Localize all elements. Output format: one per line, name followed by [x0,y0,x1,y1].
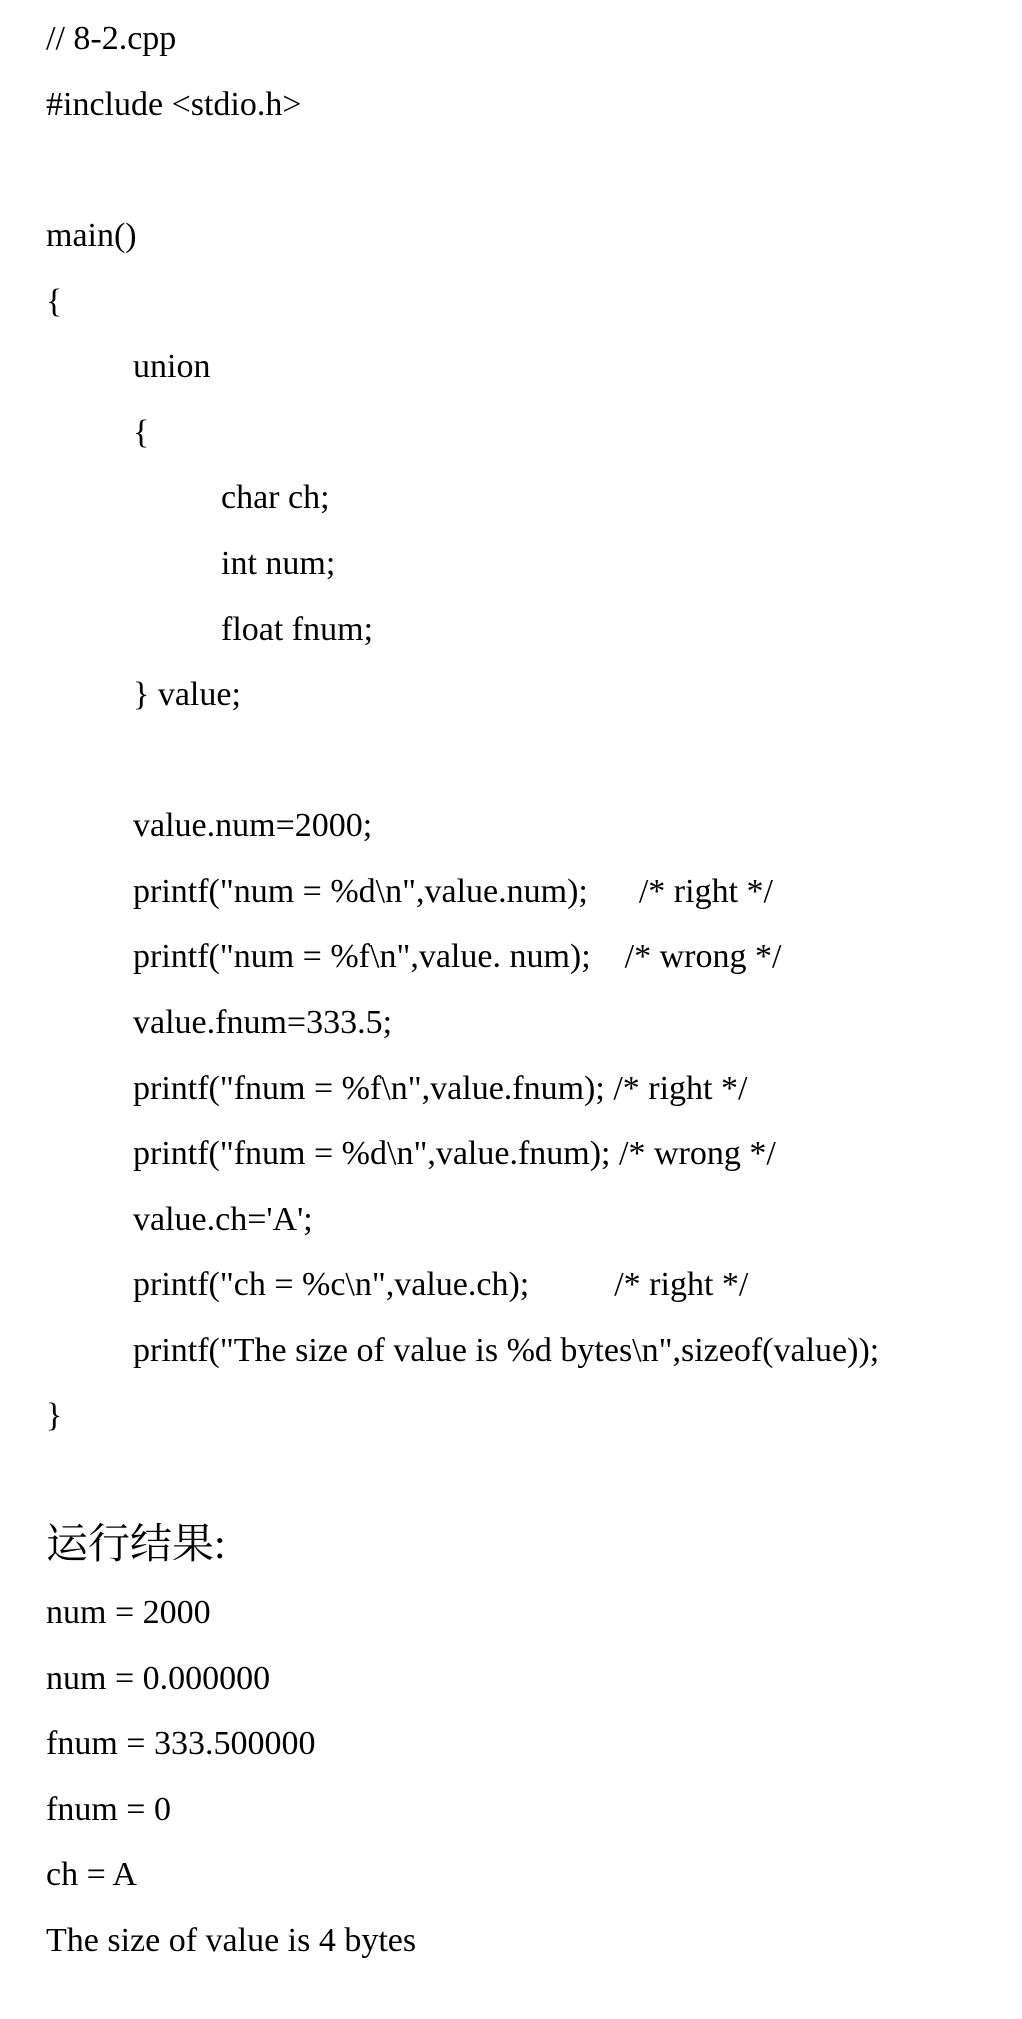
result-line-6: The size of value is 4 bytes [46,1922,417,1959]
code-include: #include <stdio.h> [46,86,302,123]
code-assign-num: value.num=2000; [133,807,373,844]
result-line-2: num = 0.000000 [46,1660,271,1697]
result-line-5: ch = A [46,1856,137,1893]
result-line-4: fnum = 0 [46,1791,171,1828]
code-printf-num-d: printf("num = %d\n",value.num); /* right */ [133,873,773,910]
result-line-1: num = 2000 [46,1594,211,1631]
code-printf-num-f: printf("num = %f\n",value. num); /* wrong */ [133,938,782,975]
code-union-open-brace: { [133,414,150,451]
code-open-brace: { [46,283,63,320]
code-printf-sizeof: printf("The size of value is %d bytes\n",sizeof(value)); [133,1332,880,1369]
code-member-num: int num; [221,545,336,582]
code-printf-ch: printf("ch = %c\n",value.ch); /* right */ [133,1266,749,1303]
result-line-3: fnum = 333.500000 [46,1725,316,1762]
code-comment-filename: // 8-2.cpp [46,20,177,57]
code-printf-fnum-d: printf("fnum = %d\n",value.fnum); /* wrong */ [133,1135,776,1172]
code-union-keyword: union [133,348,211,385]
code-printf-fnum-f: printf("fnum = %f\n",value.fnum); /* right */ [133,1070,748,1107]
code-main-signature: main() [46,217,137,254]
code-assign-ch: value.ch='A'; [133,1201,313,1238]
code-union-close: } value; [133,676,241,713]
code-assign-fnum: value.fnum=333.5; [133,1004,393,1041]
code-close-brace: } [46,1397,63,1434]
code-member-fnum: float fnum; [221,611,374,648]
result-heading: 运行结果: [46,1522,226,1568]
code-member-ch: char ch; [221,479,330,516]
